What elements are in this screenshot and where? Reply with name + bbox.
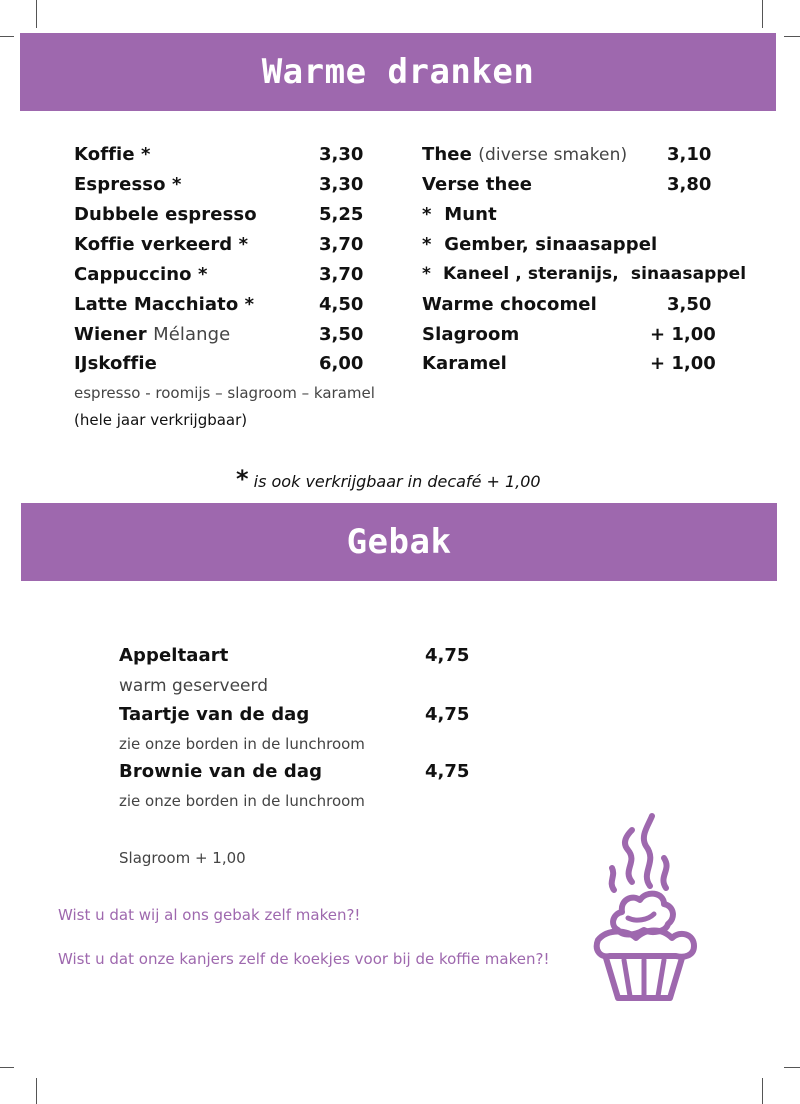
thee-name: Thee [422,144,472,165]
drink-name: Espresso * [74,174,182,195]
drink-name [422,144,627,165]
drink-name: Latte Macchiato * [74,294,255,315]
tea-option: * Kaneel , steranijs, sinaasappel [422,264,747,284]
drink-name: Koffie * [74,144,151,165]
drink-price: 4,50 [319,294,364,315]
drink-name: Dubbele espresso [74,204,257,225]
decaf-star: * [236,465,249,493]
drink-name: Koffie verkeerd * [74,234,249,255]
tea-option: * Munt [422,204,497,225]
fact-text: Wist u dat onze kanjers zelf de koekjes voor bij de koffie maken?! [58,950,550,968]
gebak-banner [21,503,777,581]
gebak-name: Appeltaart [119,645,229,666]
drink-name-bold: Wiener [74,324,154,345]
drink-price: 3,70 [319,264,364,285]
thee-detail: (diverse smaken) [478,145,628,165]
drink-name: IJskoffie [74,353,157,374]
drink-name: Warme chocomel [422,294,597,315]
drink-price: 6,00 [319,353,364,374]
drink-price: 3,50 [667,294,712,315]
drink-price: 3,30 [319,144,364,165]
crop-mark [784,1067,800,1068]
crop-mark [762,0,763,28]
gebak-slagroom: Slagroom + 1,00 [119,849,246,867]
crop-mark [784,36,800,37]
gebak-description: zie onze borden in de lunchroom [119,735,365,753]
gebak-price: 4,75 [425,645,470,666]
drink-name: Cappuccino * [74,264,208,285]
drink-price: 3,70 [319,234,364,255]
gebak-name: Taartje van de dag [119,704,310,725]
gebak-name: Brownie van de dag [119,761,323,782]
drink-name [74,324,230,345]
tea-option: * Gember, sinaasappel [422,234,658,255]
drink-price: + 1,00 [650,353,716,374]
crop-mark [762,1078,763,1104]
cupcake-icon [588,812,700,1004]
gebak-description: warm geserveerd [119,676,268,696]
drink-name: Verse thee [422,174,533,195]
crop-mark [36,1078,37,1104]
drink-price: 5,25 [319,204,364,225]
gebak-price: 4,75 [425,761,470,782]
drink-name-light: Mélange [153,324,231,345]
drink-price: 3,80 [667,174,712,195]
crop-mark [36,0,37,28]
drink-price: 3,30 [319,174,364,195]
crop-mark [0,1067,14,1068]
decaf-note [236,465,541,493]
fact-text: Wist u dat wij al ons gebak zelf maken?! [58,906,361,924]
drink-price: + 1,00 [650,324,716,345]
ijskoffie-note: (hele jaar verkrijgbaar) [74,411,248,429]
decaf-text: is ook verkrijgbaar in decafé + 1,00 [248,472,541,491]
gebak-price: 4,75 [425,704,470,725]
drink-price: 3,10 [667,144,712,165]
drink-price: 3,50 [319,324,364,345]
drink-name: Karamel [422,353,507,374]
gebak-description: zie onze borden in de lunchroom [119,792,365,810]
gebak-title: Gebak [346,522,452,562]
warm-drinks-banner [20,33,776,111]
ijskoffie-description: espresso - roomijs – slagroom – karamel [74,384,375,402]
warm-drinks-title: Warme dranken [261,52,535,92]
drink-name: Slagroom [422,324,520,345]
crop-mark [0,36,14,37]
